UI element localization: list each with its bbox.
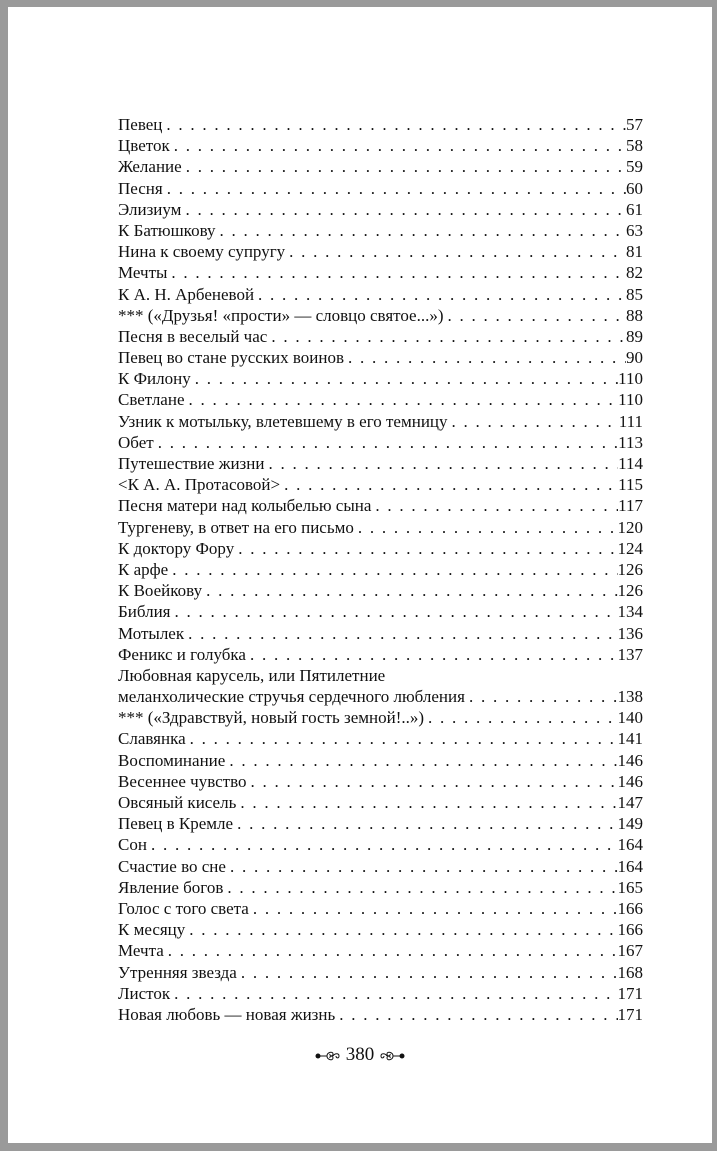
toc-entry-title: Голос с того света [118,898,249,918]
toc-entry-title: К Батюшкову [118,220,216,240]
dot-leader [339,1004,617,1025]
toc-entry [118,495,643,516]
toc-entry-page: 89 [626,326,643,346]
dot-leader [189,919,617,940]
toc-entry-title: Феникс и голубка [118,644,246,664]
toc-entry-title: Путешествие жизни [118,454,265,473]
toc-entry-page: 164 [617,856,643,876]
toc-entry-title: Листок [118,983,171,1003]
toc-entry-page: 81 [626,242,643,262]
toc-entry-title: Библия [118,602,171,622]
toc-entry-page: 63 [626,220,643,240]
toc-entry-page: 167 [617,941,643,961]
toc-entry-page: 85 [626,284,643,304]
toc-entry-title: К арфе [118,559,169,579]
toc-entry-title: Мечты [118,263,168,283]
toc-entry [118,707,643,728]
toc-entry-title: Песня матери над колыбелью сына [118,496,372,516]
toc-entry [118,728,643,749]
toc-entry [118,517,643,538]
toc-entry [118,898,643,919]
dot-leader [448,305,626,326]
toc-entry-page: 137 [617,644,643,664]
toc-entry [118,389,643,410]
toc-entry-page: 140 [617,708,643,728]
dot-leader [284,474,618,495]
toc-entry-title: Сон [118,835,147,855]
toc-entry [118,135,643,156]
dot-leader [258,284,626,305]
dot-leader [428,707,617,728]
toc-entry-title: Цветок [118,136,170,156]
dot-leader [268,453,618,474]
toc-entry [118,199,643,220]
dot-leader [289,241,626,262]
dot-leader [469,686,618,707]
toc-entry-page: 134 [617,602,643,622]
toc-entry-title: К доктору Фору [118,538,235,558]
toc-entry [118,1004,643,1025]
toc-entry-page: 124 [617,538,643,558]
toc-entry-title: Утренняя звезда [118,962,237,982]
dot-leader [185,199,626,220]
toc-entry [118,940,643,961]
toc-entry [118,241,643,262]
toc-entry-page: 147 [617,793,643,812]
toc-entry-title: Желание [118,157,182,177]
toc-entry-title: Тургеневу, в ответ на его письмо [118,517,354,537]
toc-entry [118,962,643,983]
book-page [8,7,712,1143]
toc-entry-title: Обет [118,432,154,452]
dot-leader [240,792,617,813]
toc-entry-title: Певец в Кремле [118,814,234,834]
dot-leader [195,368,618,389]
toc-entry-title: Счастие во сне [118,856,226,876]
toc-entry-page: 146 [617,771,643,791]
toc-entry-title: К А. Н. Арбеневой [118,284,255,304]
toc-entry-title: Элизиум [118,199,182,219]
toc-entry-title: <К А. А. Протасовой> [118,475,281,495]
toc-entry [118,284,643,305]
dot-leader [250,644,618,665]
toc-entry-page: 164 [617,835,643,855]
toc-entry [118,326,643,347]
toc-entry-title: Мотылек [118,623,185,643]
toc-entry-page: 110 [618,390,643,410]
toc-entry [118,178,643,199]
toc-entry [118,792,643,813]
toc-entry-page: 111 [618,411,643,431]
dot-leader [227,877,617,898]
dot-leader [175,601,618,622]
toc-entry-title: Светлане [118,390,185,410]
toc-entry [118,411,643,432]
toc-entry-page: 168 [617,962,643,982]
toc-entry-page: 165 [617,877,643,897]
toc-entry-page: 171 [617,983,643,1003]
toc-entry-page: 110 [618,369,643,389]
dot-leader [190,728,618,749]
toc-entry-page: 166 [617,920,643,940]
toc-entry-title: Песня [118,178,163,198]
dot-leader [220,220,626,241]
toc-entry-title: Славянка [118,729,186,749]
toc-entry-title: К Воейкову [118,581,203,601]
dot-leader [375,495,618,516]
toc-entry-page: 138 [617,687,643,707]
dot-leader [172,559,617,580]
toc-entry [118,432,643,453]
toc-entry-title: Певец во стане русских воинов [118,348,345,368]
toc-entry-page: 113 [618,432,643,452]
toc-entry-page: 166 [617,898,643,918]
toc-entry [118,580,643,601]
toc-entry [118,559,643,580]
toc-entry-page: 60 [626,178,643,198]
dot-leader [237,813,617,834]
dot-leader [230,856,618,877]
toc-entry-title: К Филону [118,369,191,389]
dot-leader [206,580,617,601]
toc-entry [118,750,643,771]
toc-entry [118,305,643,326]
page-footer [8,1044,712,1066]
dot-leader [271,326,626,347]
toc-entry [118,601,643,622]
toc-entry-title: К месяцу [118,920,186,940]
toc-entry [118,453,643,474]
toc-entry-page: 149 [617,814,643,834]
toc-entry-title: *** («Здравствуй, новый гость земной!..») [118,708,425,728]
page-number: 380 [345,1044,375,1065]
dot-leader [358,517,618,538]
dot-leader [167,178,626,199]
toc-entry-title: Нина к своему супругу [118,242,286,262]
toc-entry-page: 58 [626,136,643,156]
toc-entry [118,644,643,665]
toc-entry [118,623,643,644]
dot-leader [229,750,617,771]
toc-entry [118,220,643,241]
left-ornament-icon [315,1049,341,1063]
dot-leader [186,156,626,177]
toc-entry [118,474,643,495]
table-of-contents [118,114,643,1025]
toc-entry [118,771,643,792]
toc-entry-page: 115 [618,475,643,495]
toc-entry [118,919,643,940]
dot-leader [174,983,617,1004]
toc-entry-title: Песня в веселый час [118,326,268,346]
toc-entry [118,813,643,834]
toc-entry-title: *** («Друзья! «прости» — словцо святое...») [118,305,444,325]
dot-leader [189,389,619,410]
toc-entry-page: 146 [617,750,643,770]
toc-entry [118,665,643,686]
toc-entry-title: меланхолические стручья сердечного любления [118,687,465,707]
toc-entry [118,834,643,855]
toc-entry-page: 88 [626,305,643,325]
toc-entry-page: 171 [617,1004,643,1024]
toc-entry-title: Явление богов [118,877,224,897]
dot-leader [171,262,626,283]
toc-entry-title: Новая любовь — новая жизнь [118,1004,336,1024]
dot-leader [452,411,619,432]
dot-leader [251,771,618,792]
dot-leader [241,962,618,983]
dot-leader [174,135,626,156]
dot-leader [188,623,617,644]
toc-entry-page: 90 [626,348,643,368]
toc-entry-page: 59 [626,157,643,177]
toc-entry-page: 61 [626,199,643,219]
toc-entry [118,856,643,877]
toc-entry-title: Весеннее чувство [118,771,247,791]
toc-entry [118,686,643,707]
toc-entry-title: Любовная карусель, или Пятилетние [118,665,386,685]
toc-entry-title: Певец [118,115,163,134]
dot-leader [238,538,617,559]
dot-leader [348,347,626,368]
toc-entry-page: 57 [626,115,643,134]
toc-entry-page: 117 [618,496,643,516]
toc-entry [118,347,643,368]
right-ornament-icon [379,1049,405,1063]
toc-entry-title: Овсяный кисель [118,793,237,812]
dot-leader [158,432,618,453]
toc-entry-page: 120 [617,517,643,537]
dot-leader [253,898,618,919]
toc-entry-title: Мечта [118,941,164,961]
toc-entry-page: 114 [618,454,643,473]
dot-leader [151,834,618,855]
toc-entry [118,368,643,389]
toc-entry-title: Воспоминание [118,750,226,770]
toc-entry-page: 126 [617,559,643,579]
toc-entry [118,983,643,1004]
toc-entry [118,156,643,177]
toc-entry [118,262,643,283]
toc-entry-page: 141 [617,729,643,749]
toc-entry-page: 82 [626,263,643,283]
toc-entry [118,877,643,898]
toc-entry-page: 126 [617,581,643,601]
dot-leader [166,114,626,135]
toc-entry-page: 136 [617,623,643,643]
dot-leader [168,940,618,961]
toc-entry [118,114,643,135]
toc-entry [118,538,643,559]
toc-entry-title: Узник к мотыльку, влетевшему в его темницу [118,411,448,431]
